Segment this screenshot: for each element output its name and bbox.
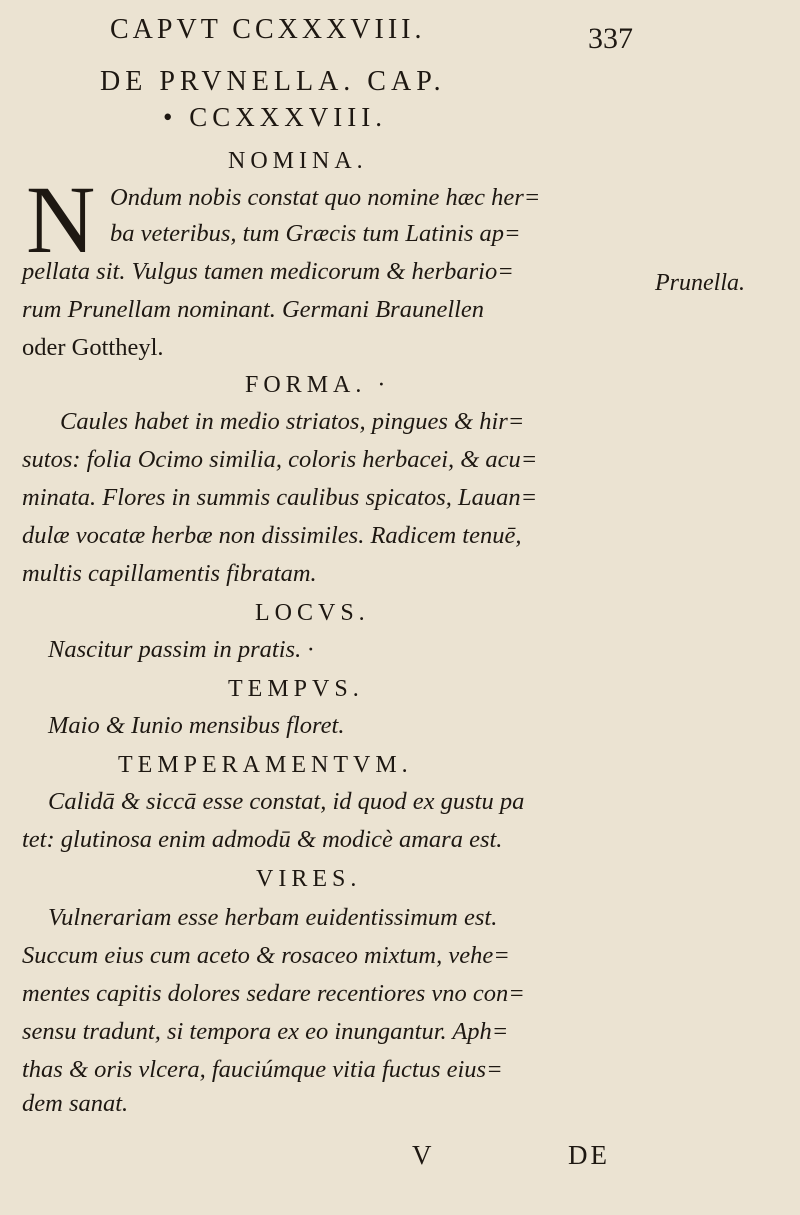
nomina-line: rum Prunellam nominant. Germani Braunellen: [22, 296, 485, 323]
vires-line: mentes capitis dolores sedare recentiores vno con=: [22, 980, 525, 1007]
forma-line: dulæ vocatæ herbæ non dissimiles. Radicem tenuē,: [22, 522, 522, 549]
section-heading-locus: LOCVS.: [255, 600, 370, 626]
vires-line: Vulnerariam esse herbam euidentissimum est.: [48, 904, 498, 931]
vires-line: sensu tradunt, si tempora ex eo inungantur. Aph=: [22, 1018, 509, 1045]
signature-mark: V: [412, 1140, 432, 1170]
forma-line: minata. Flores in summis caulibus spicatos, Lauan=: [22, 484, 538, 511]
locus-line: Nascitur passim in pratis. ·: [48, 636, 314, 663]
section-heading-temperamentum: TEMPERAMENTVM.: [118, 752, 413, 778]
vires-line: dem sanat.: [22, 1090, 129, 1117]
catchword: DE: [568, 1140, 610, 1170]
tempus-line: Maio & Iunio mensibus floret.: [48, 712, 345, 739]
section-heading-vires: VIRES.: [256, 866, 362, 892]
chapter-number: • CCXXXVIII.: [163, 102, 387, 132]
nomina-line: ba veteribus, tum Græcis tum Latinis ap=: [110, 220, 521, 247]
margin-note: Prunella.: [655, 270, 745, 296]
vires-line: Succum eius cum aceto & rosaceo mixtum, vehe=: [22, 942, 510, 969]
temperamentum-line: tet: glutinosa enim admodū & modicè amara est.: [22, 826, 503, 853]
running-head: CAPVT CCXXXVIII.: [110, 14, 426, 45]
forma-line: Caules habet in medio striatos, pingues & hir=: [60, 408, 525, 435]
section-heading-nomina: NOMINA.: [228, 148, 368, 174]
temperamentum-line: Calidā & siccā esse constat, id quod ex gustu pa: [48, 788, 525, 815]
drop-cap-initial: N: [26, 166, 96, 273]
forma-line: multis capillamentis fibratam.: [22, 560, 317, 587]
section-heading-tempus: TEMPVS.: [228, 676, 364, 702]
nomina-line: pellata sit. Vulgus tamen medicorum & herbario=: [22, 258, 514, 285]
nomina-line: oder Gottheyl.: [22, 334, 164, 361]
vires-line: thas & oris vlcera, fauciúmque vitia fuctus eius=: [22, 1056, 503, 1083]
nomina-line: Ondum nobis constat quo nomine hæc her=: [110, 184, 541, 211]
forma-line: sutos: folia Ocimo similia, coloris herbacei, & acu=: [22, 446, 538, 473]
section-heading-forma: FORMA. ·: [245, 372, 391, 398]
chapter-title: DE PRVNELLA. CAP.: [100, 66, 446, 97]
page-number: 337: [588, 22, 633, 55]
